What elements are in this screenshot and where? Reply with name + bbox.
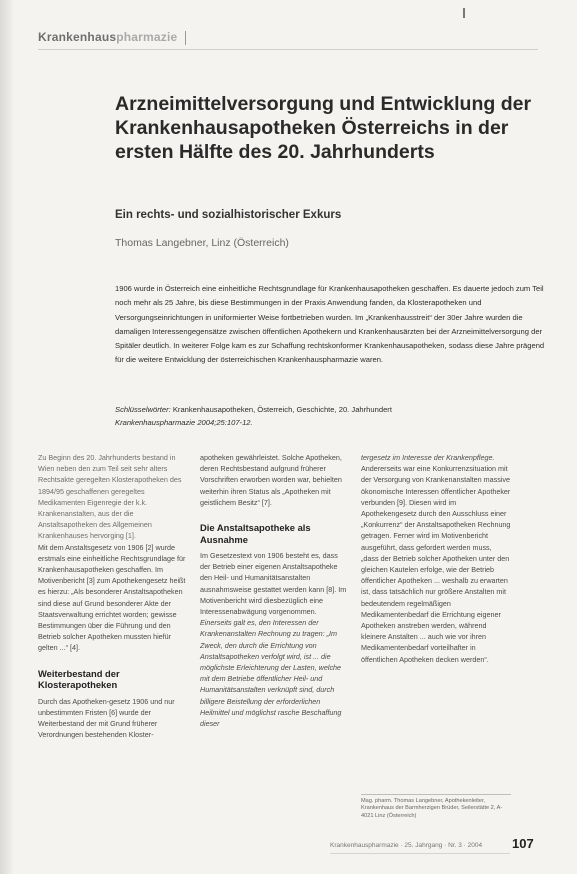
citation: Krankenhauspharmazie 2004;25:107-12.: [115, 418, 253, 427]
body-paragraph: apotheken gewährleistet. Solche Apotheken, deren Rechtsbestand aufgrund früherer Vorschriften erworben worden war, behielten weiterhin ihren Status als „Apotheken mit geistlichem Besitz“ [7].: [200, 453, 342, 507]
section-heading: Die Anstaltsapotheke als Ausnahme: [200, 522, 311, 545]
article-author: Thomas Langebner, Linz (Österreich): [115, 237, 289, 249]
section-heading: Weiterbestand der Klosterapotheken: [38, 667, 120, 691]
body-column-2: [200, 452, 348, 729]
page-edge-shadow: [0, 0, 14, 874]
body-paragraph: tergesetz im Interesse der Krankenpflege.: [361, 453, 495, 462]
body-paragraph: Zu Beginn des 20. Jahrhunderts bestand in Wien neben den zum Teil seit sehr alters Rechtsakte geregelten Klosterapotheken des 1894/95 geschaffenen geregeltes Medikamenten Eigenregie der k.k. Krankenanstalten, aus der die Anstaltsapotheken des Allgemeinen Krankenhauses hervorging [1].: [38, 453, 182, 541]
article-subtitle: Ein rechts- und sozialhistorischer Exkurs: [115, 209, 342, 221]
keywords-label: Schlüsselwörter:: [115, 405, 171, 414]
body-column-3: [361, 452, 511, 665]
journal-footer: Krankenhauspharmazie · 25. Jahrgang · Nr. 3 · 2004: [330, 842, 483, 849]
body-paragraph: Einerseits galt es, den Interessen der Krankenanstalten Rechnung zu tragen: „Im Zweck, den durch die Errichtung von Anstaltsapotheken verfolgt wird, ist ... die möglichste Erleichterung der Lasten, welche mit dem Betriebe öffentlicher Heil- und Humanitätsanstalten verknüpft sind, durch billigere Beistellung der erforderlichen Heilmittel und möglichst rasche Beschaffung dieser: [200, 618, 342, 729]
page-number: 107: [512, 836, 534, 851]
article-title: Arzneimittelversorgung und Entwicklung der Krankenhausapotheken Österreichs in der ersten Hälfte des 20. Jahrhunderts: [115, 93, 532, 163]
body-paragraph: Im Gesetzestext von 1906 besteht es, dass der Betrieb einer eigenen Anstaltsapotheke den Heil- und Humanitätsanstalten ausnahmsweise gestattet werden kann [8]. Im Motivenbericht wird diesbezüglich eine Interessenabwägung vorgenommen.: [200, 551, 347, 617]
section-name-sub: pharmazie: [116, 30, 178, 44]
body-paragraph: Mit dem Anstaltsgesetz von 1906 [2] wurde erstmals eine einheitliche Rechtsgrundlage für Krankenhausapotheken geschaffen. Im Motivenbericht [3] zum Apothekengesetz heißt es hierzu: „Als besonderer Anstaltsapotheken sind diese auf Grund besonderer Akte der Staatsverwaltung errichtet worden; gewisse Bestimmungen über die Führung und den Betrieb solcher Apotheken mussten hiefür gelten ...“ [4].: [38, 542, 186, 653]
body-column-1: [38, 452, 186, 740]
header-rule: [38, 49, 538, 50]
keywords-text: Krankenhausapotheken, Österreich, Geschichte, 20. Jahrhundert: [172, 405, 392, 414]
body-paragraph: Andererseits war eine Konkurrenzsituation mit der Versorgung von Krankenanstalten massive ökonomische Interessen öffentlicher Apotheker verbunden [9]. Diesen wird im Apothekengesetz durch den Ausschluss einer „Konkurrenz“ der Anstaltsapotheken Rechnung getragen. Ferner wird im Motivenbericht ausgeführt, dass gefordert werden muss, „dass der Betrieb solcher Apotheken unter den gleichen Kautelen erfolge, wie der Betrieb öffentlicher Apotheken ... weshalb zu erwarten ist, dass tatsächlich nur größere Anstalten mit bedeutendem regelmäßigen Medikamentenbedarf die Errichtung eigener Apotheken anstreben werden, während kleinere Anstalten ... auch wie vor ihren Medikamentenbedarf vorteilhafter in öffentlichen Apotheken decken werden“.: [361, 464, 511, 664]
journal-section-header: [38, 30, 177, 44]
header-divider: [185, 31, 186, 45]
author-affiliation: Mag. pharm. Thomas Langebner, Apothekenleiter, Krankenhaus der Barmherzigen Brüder, Seilerstätte 2, A-4021 Linz (Österreich): [361, 794, 511, 820]
keywords-block: [115, 403, 535, 429]
body-paragraph: Durch das Apotheken-gesetz 1906 und nur unbestimmten Fristen [6] wurde der Weiterbestand der mit Grund früherer Verordnungen bestehenden Kloster-: [38, 696, 175, 740]
footer-rule: [330, 853, 510, 854]
crop-mark: [463, 8, 465, 18]
section-name-main: Krankenhaus: [38, 30, 117, 44]
article-abstract: 1906 wurde in Österreich eine einheitliche Rechtsgrundlage für Krankenhausapotheken geschaffen. Es dauerte jedoch zum Teil noch mehr als 25 Jahre, bis diese Bestimmungen in der Praxis Anwendung fanden, da Klosterapotheken und Versorgungseinrichtungen in uniformierter Weise fortbetrieben wurden. Im „Krankenhausstreit“ der 30er Jahre wurden die damaligen Interessengegensätze zwischen öffentlichen Apothekern und Krankenhausärzten bei der Arzneimittelversorgung der Spitäler deutlich. In weiterer Folge kam es zur Schaffung rechtskonformer Krankenhausapotheken, sodass diese Jahre prägend für die weitere Entwicklung der österreichischen Krankenhauspharmazie waren.: [115, 284, 545, 365]
